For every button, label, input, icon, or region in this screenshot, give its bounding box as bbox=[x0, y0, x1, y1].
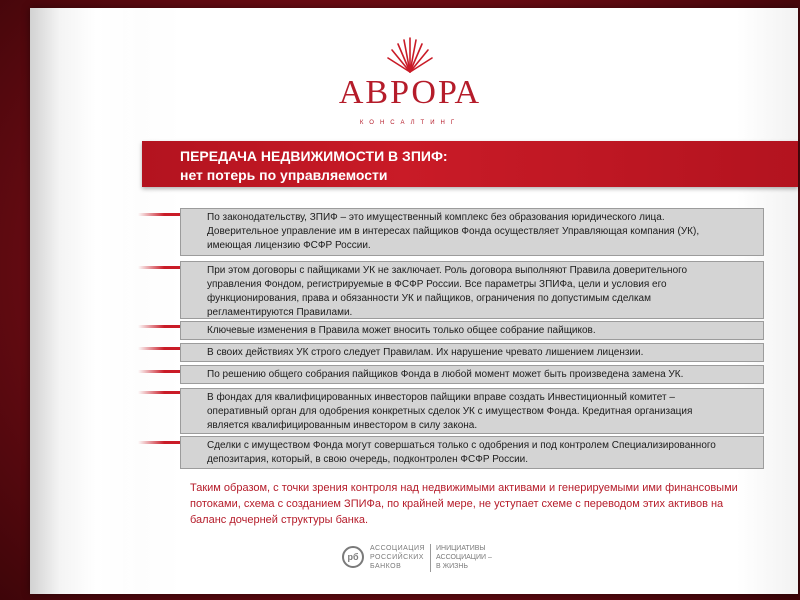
point-pointer bbox=[138, 370, 182, 373]
footer-slogan-line: ИНИЦИАТИВЫ bbox=[436, 545, 486, 552]
point-box: По законодательству, ЗПИФ – это имущественный комплекс без образования юридического лица. Доверительное управление им в интересах пайщиков Фонда осуществляет Управляющая компания (УК), имеющая лицензию ФСФР России. bbox=[180, 208, 764, 256]
point-box: При этом договоры с пайщиками УК не заключает. Роль договора выполняют Правила доверительного управления Фондом, регистрируемые в ФСФР России. Все параметры ЗПИФа, цели и условия его функционирования, права и обязанности УК и пайщиков, ограничения по допустимым сделкам регламентируются Правилами. bbox=[180, 261, 764, 319]
point-pointer bbox=[138, 213, 182, 216]
association-emblem-icon: рб bbox=[342, 546, 364, 568]
point-pointer bbox=[138, 266, 182, 269]
footer-slogan-line: АССОЦИАЦИИ – bbox=[436, 554, 492, 561]
title-band bbox=[142, 141, 798, 187]
point-box: В фондах для квалифицированных инвесторов пайщики вправе создать Инвестиционный комитет – оперативный орган для одобрения конкретных сделок УК с имуществом Фонда. Кредитная организация является квалифицированным инвестором в силу закона. bbox=[180, 388, 764, 434]
page-subtitle: нет потерь по управляемости bbox=[180, 167, 388, 183]
point-pointer bbox=[138, 391, 182, 394]
logo-rays-icon bbox=[380, 34, 440, 74]
logo-subtitle: КОНСАЛТИНГ bbox=[359, 120, 461, 126]
point-box: По решению общего собрания пайщиков Фонда в любой момент может быть произведена замена УК. bbox=[180, 365, 764, 384]
point-pointer bbox=[138, 347, 182, 350]
page-curl bbox=[30, 8, 150, 594]
association-name-line: БАНКОВ bbox=[370, 563, 402, 570]
logo-name: АВРОРА bbox=[338, 74, 482, 111]
footer bbox=[342, 542, 502, 574]
conclusion-text: Таким образом, с точки зрения контроля над недвижимыми активами и генерируемыми ими финансовыми потоками, схема с созданием ЗПИФа, по крайней мере, не уступает схеме с переводом этих активов на баланс дочерней структуры банка. bbox=[190, 482, 738, 526]
point-box: Сделки с имуществом Фонда могут совершаться только с одобрения и под контролем Специализированного депозитария, который, в свою очередь, подконтролен ФСФР России. bbox=[180, 436, 764, 469]
association-name-line: РОССИЙСКИХ bbox=[370, 554, 424, 561]
footer-slogan bbox=[436, 544, 492, 571]
association-name bbox=[370, 544, 425, 571]
point-box: В своих действиях УК строго следует Правилам. Их нарушение чревато лишением лицензии. bbox=[180, 343, 764, 362]
footer-divider bbox=[430, 544, 431, 572]
point-box: Ключевые изменения в Правила может вносить только общее собрание пайщиков. bbox=[180, 321, 764, 340]
association-name-line: АССОЦИАЦИЯ bbox=[370, 545, 426, 552]
page-title: ПЕРЕДАЧА НЕДВИЖИМОСТИ В ЗПИФ: bbox=[180, 148, 448, 164]
logo bbox=[330, 34, 490, 126]
point-pointer bbox=[138, 441, 182, 444]
footer-slogan-line: В ЖИЗНЬ bbox=[436, 563, 468, 570]
point-pointer bbox=[138, 325, 182, 328]
